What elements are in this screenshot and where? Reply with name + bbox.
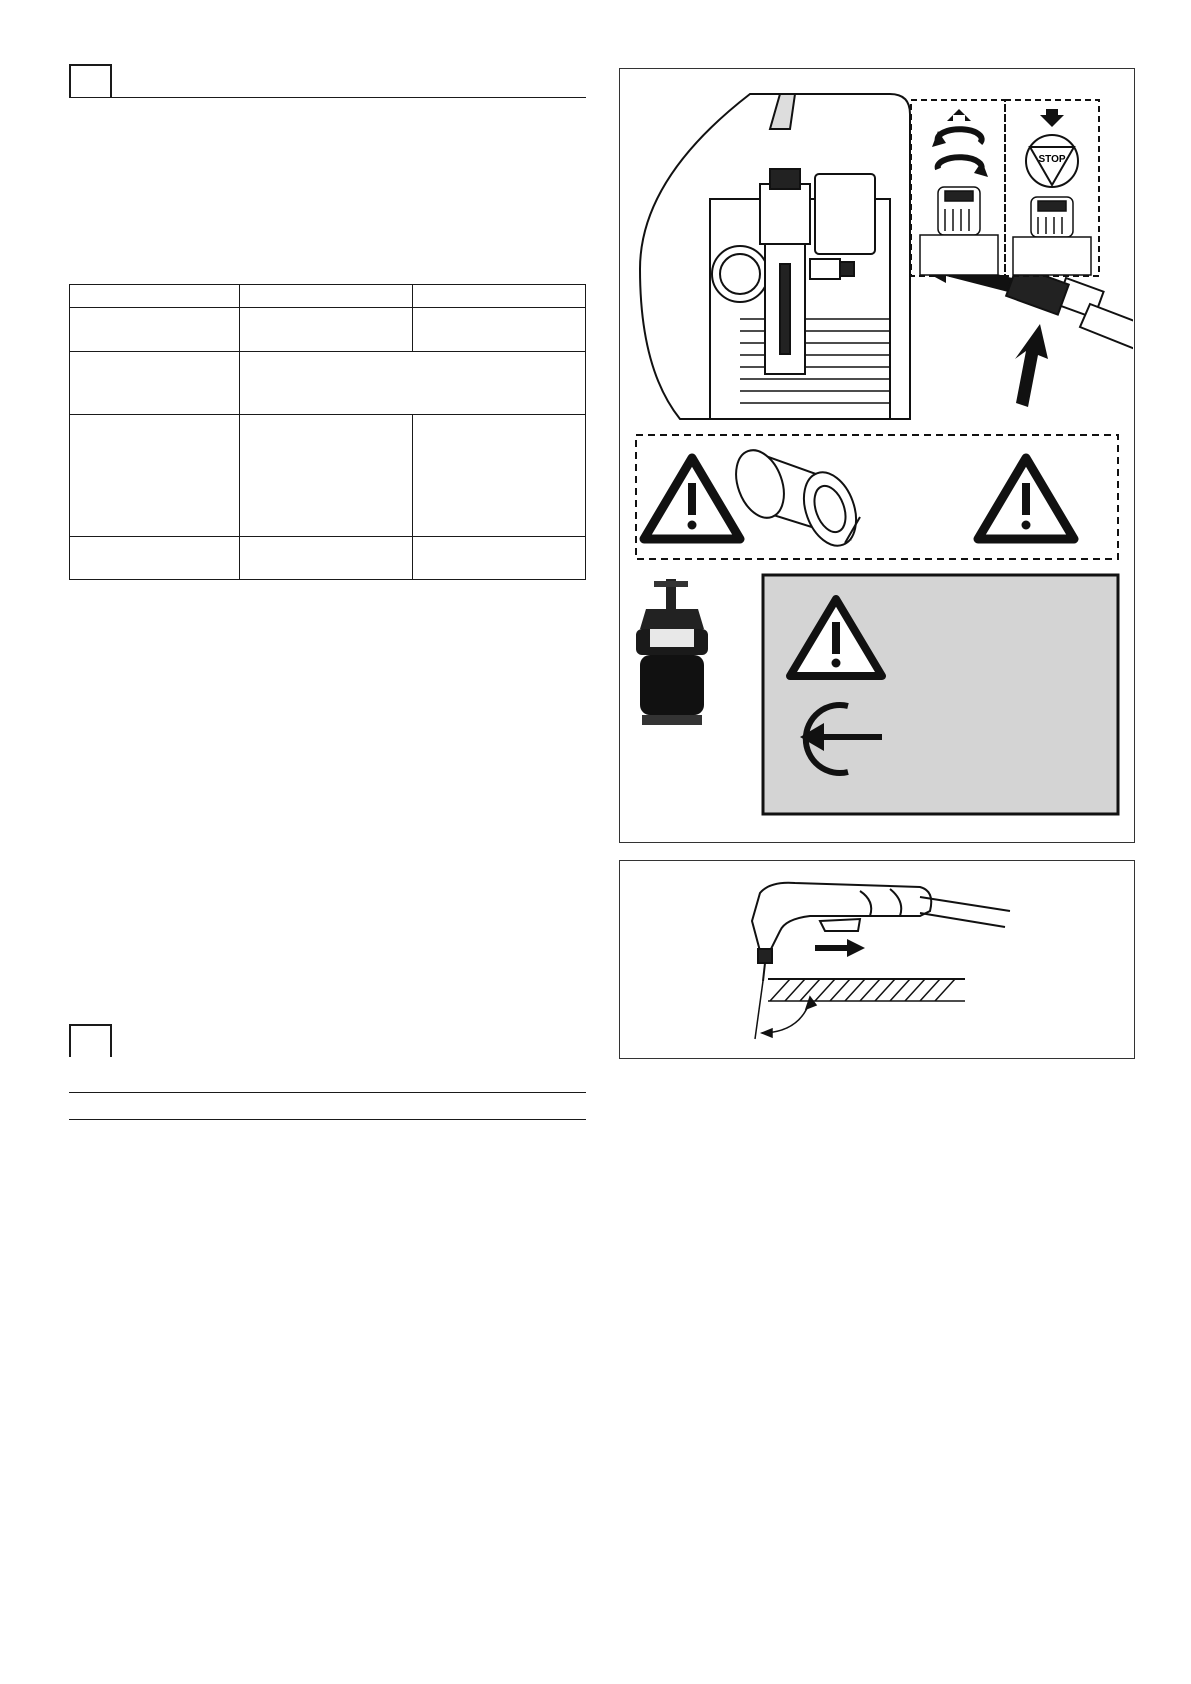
air-filter-image: [636, 579, 708, 725]
table-cell: [413, 415, 586, 537]
direction-arrow-icon: [815, 939, 865, 957]
section-2-rule: [69, 1119, 586, 1120]
table-cell: [70, 285, 240, 308]
table-cell: [70, 308, 240, 352]
warning-icon: [644, 458, 740, 539]
table-cell: [70, 537, 240, 580]
table-cell: [413, 285, 586, 308]
machine-illustration: [640, 94, 910, 419]
section-2-number-tab: [69, 1024, 112, 1057]
table-cell: [70, 352, 240, 415]
table-row: [70, 415, 586, 537]
stop-icon: [1026, 135, 1078, 187]
angle-arc-icon: [755, 981, 816, 1039]
figure-torch-angle-drawing: [620, 861, 1133, 1057]
plasma-torch-icon: [752, 883, 1010, 981]
hose-connector-illustration: [1006, 266, 1133, 349]
table-row: [70, 308, 586, 352]
workpiece-hatched: [768, 979, 965, 1001]
rotate-up-icon: [932, 109, 982, 147]
table-cell: [240, 415, 413, 537]
spec-table: [69, 284, 586, 580]
table-cell-merged: [240, 352, 586, 415]
table-cell: [240, 285, 413, 308]
warning-icon: [978, 458, 1074, 539]
rotate-down-icon: [938, 157, 988, 177]
table-cell: [240, 308, 413, 352]
section-2-bottom-rule: [69, 1092, 586, 1093]
table-cell: [413, 308, 586, 352]
stop-label: STOP: [1038, 154, 1066, 165]
figure-air-connection-drawing: [620, 69, 1133, 841]
figure-torch-angle: [619, 860, 1135, 1059]
table-cell: [70, 415, 240, 537]
section-1-header: [69, 64, 586, 98]
knob-illustration: [1013, 197, 1091, 275]
table-row: [70, 352, 586, 415]
hose-section-illustration: [727, 444, 865, 553]
table-cell: [240, 537, 413, 580]
knob-illustration: [920, 187, 998, 275]
section-1-number-tab: [69, 64, 112, 97]
arrow-icon: [1015, 324, 1048, 407]
section-2-header: [69, 1024, 586, 1058]
disconnect-warning-panel: [763, 575, 1118, 814]
table-row: [70, 285, 586, 308]
section-1-rule: [69, 97, 586, 98]
arrow-icon: [1040, 109, 1064, 127]
figure-air-connection: [619, 68, 1135, 843]
table-row: [70, 537, 586, 580]
table-cell: [413, 537, 586, 580]
